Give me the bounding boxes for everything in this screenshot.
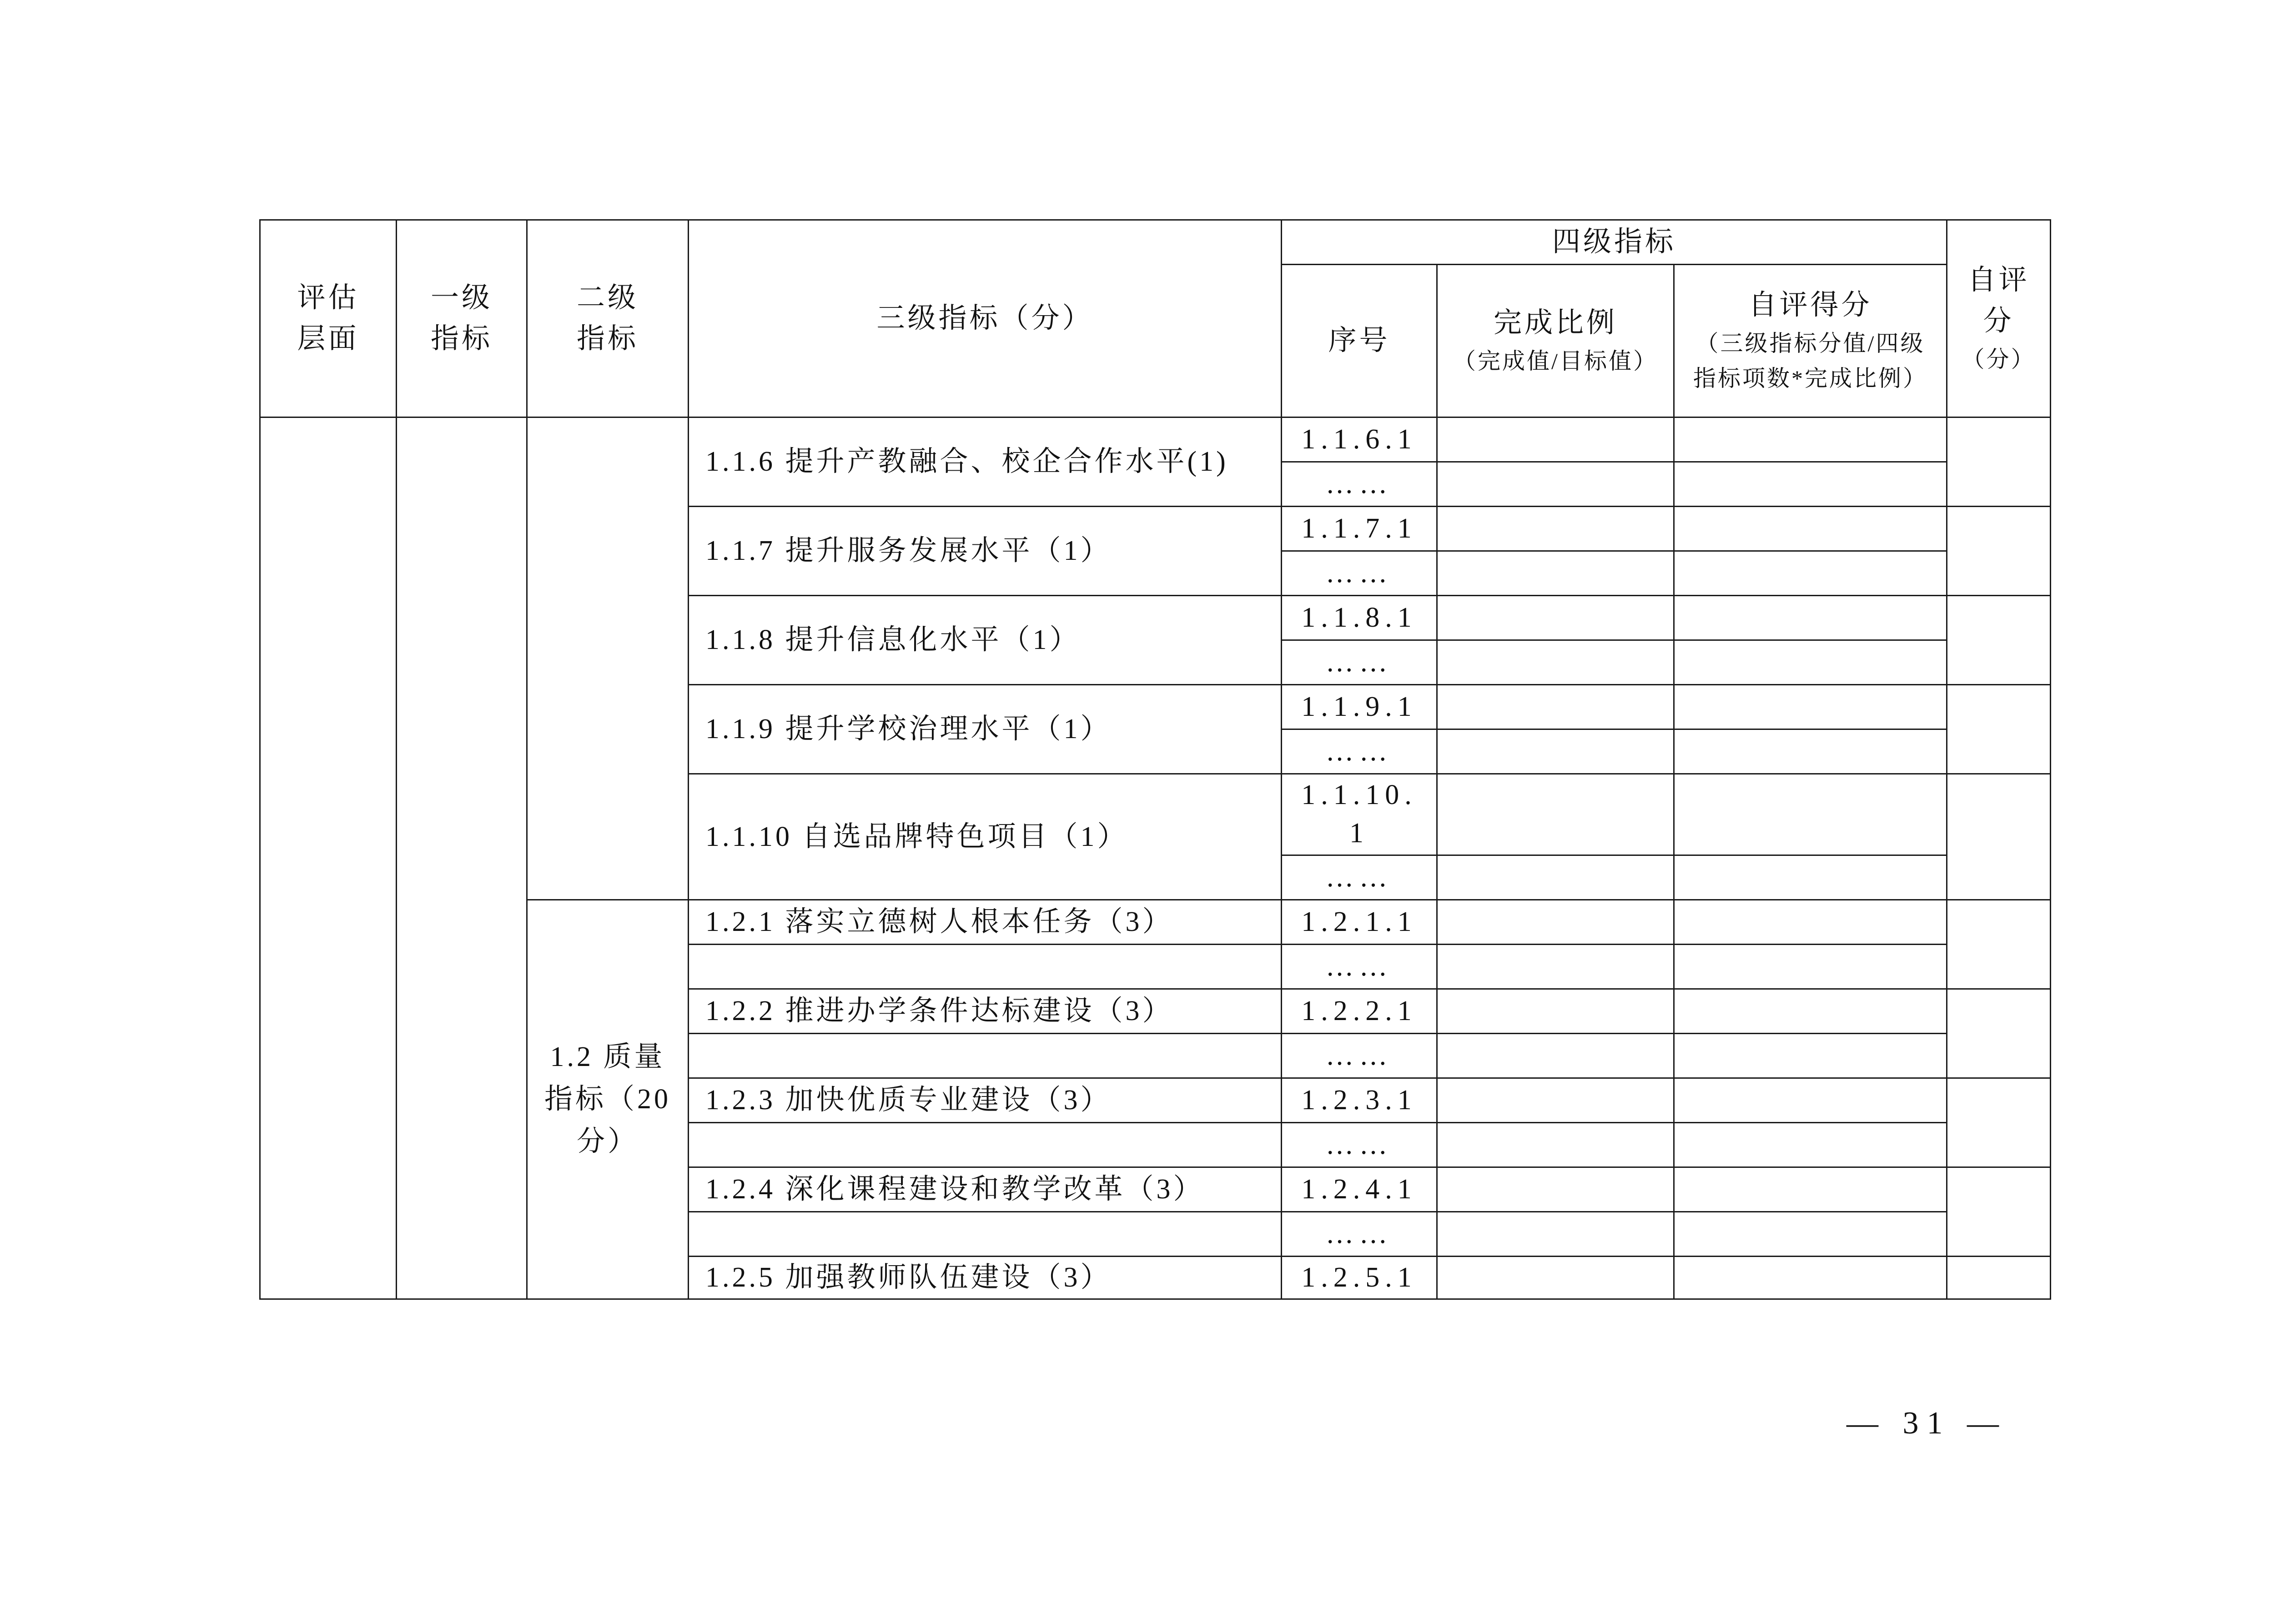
header-second-level: 二级指标 xyxy=(527,220,689,417)
seq-number: …… xyxy=(1282,855,1437,900)
completion-ratio-cell xyxy=(1437,462,1674,507)
completion-ratio-cell xyxy=(1437,1167,1674,1212)
header-completion-ratio-label: 完成比例 xyxy=(1493,307,1617,338)
header-self-score-note: （分） xyxy=(1962,346,2036,372)
self-eval-score-cell xyxy=(1674,640,1947,685)
self-score-cell xyxy=(1947,685,2051,774)
self-eval-score-cell xyxy=(1674,507,1947,551)
seq-number: …… xyxy=(1282,1034,1437,1078)
self-eval-score-cell xyxy=(1674,900,1947,945)
completion-ratio-cell xyxy=(1437,1123,1674,1167)
header-third-level: 三级指标（分） xyxy=(689,220,1282,417)
seq-number: 1.1.7.1 xyxy=(1282,507,1437,551)
self-score-cell xyxy=(1947,507,2051,596)
header-fourth-level: 四级指标 xyxy=(1282,220,1947,265)
third-level-indicator: 1.2.1 落实立德树人根本任务（3） xyxy=(689,900,1282,945)
seq-number: …… xyxy=(1282,551,1437,596)
seq-number: …… xyxy=(1282,462,1437,507)
first-level-cell xyxy=(397,417,527,1299)
completion-ratio-cell xyxy=(1437,551,1674,596)
self-score-cell xyxy=(1947,1078,2051,1167)
completion-ratio-cell xyxy=(1437,900,1674,945)
completion-ratio-cell xyxy=(1437,417,1674,462)
self-score-cell xyxy=(1947,900,2051,989)
third-level-indicator: 1.2.4 深化课程建设和教学改革（3） xyxy=(689,1167,1282,1212)
header-self-eval-score-label: 自评得分 xyxy=(1748,290,1872,321)
completion-ratio-cell xyxy=(1437,1034,1674,1078)
self-score-cell xyxy=(1947,417,2051,507)
third-level-indicator: 1.2.2 推进办学条件达标建设（3） xyxy=(689,989,1282,1034)
header-row xyxy=(260,220,2051,265)
completion-ratio-cell xyxy=(1437,1078,1674,1123)
self-score-cell xyxy=(1947,774,2051,900)
header-first-level: 一级指标 xyxy=(397,220,527,417)
completion-ratio-cell xyxy=(1437,729,1674,774)
third-level-cell xyxy=(689,945,1282,989)
seq-number: 1.1.10.1 xyxy=(1282,774,1437,855)
completion-ratio-cell xyxy=(1437,640,1674,685)
self-eval-score-cell xyxy=(1674,729,1947,774)
seq-number: 1.2.1.1 xyxy=(1282,900,1437,945)
header-assessment-level: 评估层面 xyxy=(260,220,397,417)
header-self-score xyxy=(1947,220,2051,417)
completion-ratio-cell xyxy=(1437,596,1674,640)
third-level-indicator: 1.2.3 加快优质专业建设（3） xyxy=(689,1078,1282,1123)
second-level-cell xyxy=(527,417,689,900)
self-eval-score-cell xyxy=(1674,685,1947,729)
self-eval-score-cell xyxy=(1674,462,1947,507)
seq-number: 1.2.4.1 xyxy=(1282,1167,1437,1212)
completion-ratio-cell xyxy=(1437,1257,1674,1299)
seq-number: …… xyxy=(1282,945,1437,989)
self-eval-score-cell xyxy=(1674,1034,1947,1078)
header-self-score-label: 自评分 xyxy=(1967,264,2030,337)
evaluation-indicator-table xyxy=(259,219,2051,1300)
assessment-level-cell xyxy=(260,417,397,1299)
seq-number: …… xyxy=(1282,1212,1437,1257)
self-eval-score-cell xyxy=(1674,989,1947,1034)
self-eval-score-cell xyxy=(1674,1167,1947,1212)
self-eval-score-cell xyxy=(1674,596,1947,640)
completion-ratio-cell xyxy=(1437,1212,1674,1257)
completion-ratio-cell xyxy=(1437,685,1674,729)
seq-number: 1.1.6.1 xyxy=(1282,417,1437,462)
completion-ratio-cell xyxy=(1437,945,1674,989)
self-eval-score-cell xyxy=(1674,1212,1947,1257)
third-level-indicator: 1.1.8 提升信息化水平（1） xyxy=(689,596,1282,685)
seq-number: …… xyxy=(1282,1123,1437,1167)
seq-number: 1.2.3.1 xyxy=(1282,1078,1437,1123)
self-eval-score-cell xyxy=(1674,551,1947,596)
self-eval-score-cell xyxy=(1674,1257,1947,1299)
self-eval-score-cell xyxy=(1674,1123,1947,1167)
seq-number: 1.2.5.1 xyxy=(1282,1257,1437,1299)
self-score-cell xyxy=(1947,989,2051,1078)
completion-ratio-cell xyxy=(1437,507,1674,551)
self-eval-score-cell xyxy=(1674,774,1947,855)
self-score-cell xyxy=(1947,1167,2051,1257)
seq-number: 1.2.2.1 xyxy=(1282,989,1437,1034)
completion-ratio-cell xyxy=(1437,989,1674,1034)
completion-ratio-cell xyxy=(1437,855,1674,900)
seq-number: 1.1.9.1 xyxy=(1282,685,1437,729)
self-eval-score-cell xyxy=(1674,417,1947,462)
self-eval-score-cell xyxy=(1674,1078,1947,1123)
header-self-eval-score-note: （三级指标分值/四级指标项数*完成比例） xyxy=(1693,330,1927,392)
header-completion-ratio xyxy=(1437,265,1674,417)
completion-ratio-cell xyxy=(1437,774,1674,855)
third-level-indicator: 1.2.5 加强教师队伍建设（3） xyxy=(689,1257,1282,1299)
third-level-indicator: 1.1.10 自选品牌特色项目（1） xyxy=(689,774,1282,900)
self-score-cell xyxy=(1947,1257,2051,1299)
table-row xyxy=(260,417,2051,462)
self-eval-score-cell xyxy=(1674,855,1947,900)
third-level-cell xyxy=(689,1034,1282,1078)
second-level-indicator: 1.2 质量指标（20分） xyxy=(527,900,689,1299)
page-number: — 31 — xyxy=(1846,1406,2007,1441)
self-eval-score-cell xyxy=(1674,945,1947,989)
header-seq: 序号 xyxy=(1282,265,1437,417)
header-completion-ratio-note: （完成值/目标值） xyxy=(1453,348,1658,374)
header-self-eval-score xyxy=(1674,265,1947,417)
third-level-cell xyxy=(689,1123,1282,1167)
table-row xyxy=(260,900,2051,945)
third-level-indicator: 1.1.6 提升产教融合、校企合作水平(1) xyxy=(689,417,1282,507)
seq-number: …… xyxy=(1282,640,1437,685)
seq-number: 1.1.8.1 xyxy=(1282,596,1437,640)
seq-number: …… xyxy=(1282,729,1437,774)
self-score-cell xyxy=(1947,596,2051,685)
third-level-indicator: 1.1.7 提升服务发展水平（1） xyxy=(689,507,1282,596)
third-level-cell xyxy=(689,1212,1282,1257)
third-level-indicator: 1.1.9 提升学校治理水平（1） xyxy=(689,685,1282,774)
